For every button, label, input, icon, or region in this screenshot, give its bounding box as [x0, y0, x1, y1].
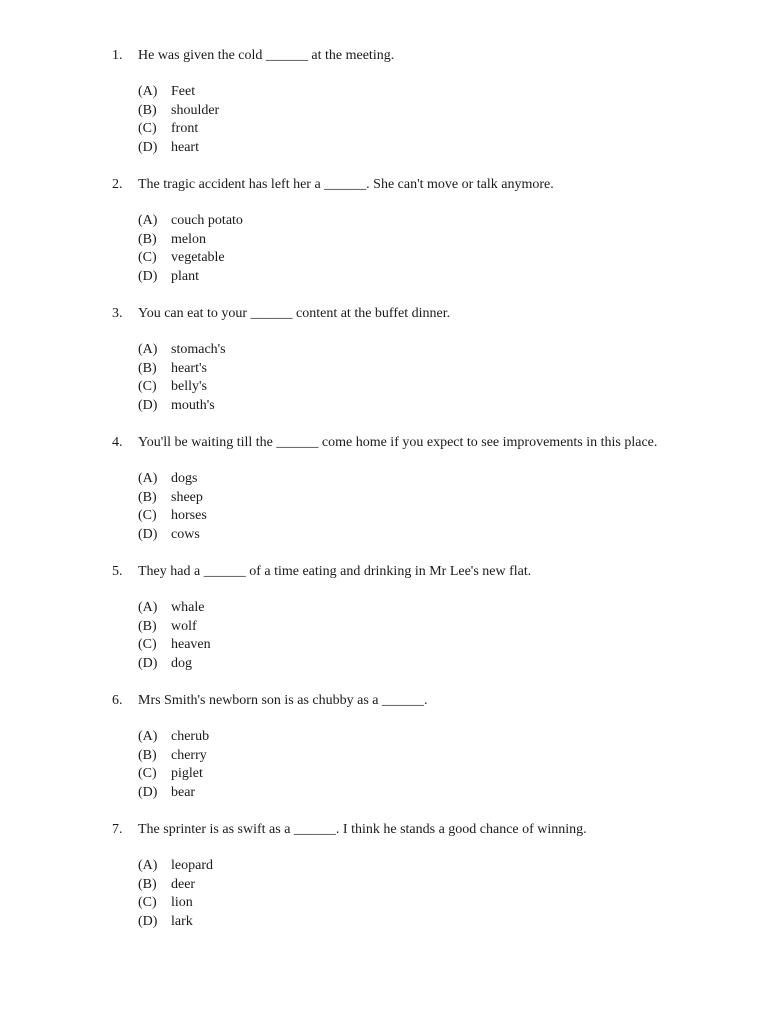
- option-letter: (D): [138, 268, 158, 284]
- option-list: [138, 341, 732, 415]
- option-b: [138, 102, 732, 121]
- option-text: bear: [171, 784, 196, 800]
- option-text: plant: [171, 268, 199, 284]
- option-a: [138, 599, 732, 618]
- question-4: [112, 434, 732, 544]
- option-b: [138, 747, 732, 766]
- option-text: cherry: [171, 747, 207, 763]
- option-text: vegetable: [171, 250, 225, 265]
- option-letter: (D): [138, 526, 158, 542]
- option-text: cherub: [171, 729, 210, 744]
- option-d: [138, 913, 732, 932]
- question-text: He was given the cold ______ at the meeting.: [138, 48, 395, 63]
- option-text: Feet: [171, 84, 196, 99]
- option-list: [138, 212, 732, 286]
- option-list: [138, 599, 732, 673]
- question-text: The sprinter is as swift as a ______. I think he stands a good chance of winning.: [138, 822, 587, 837]
- option-c: [138, 765, 732, 784]
- option-a: [138, 341, 732, 360]
- option-text: horses: [171, 508, 207, 523]
- option-text: wolf: [171, 618, 197, 634]
- option-c: [138, 894, 732, 913]
- option-text: deer: [171, 876, 196, 892]
- option-letter: (B): [138, 876, 157, 892]
- question-6: [112, 692, 732, 802]
- option-d: [138, 526, 732, 545]
- question-number: 4.: [112, 435, 123, 450]
- option-text: dog: [171, 655, 192, 671]
- option-a: [138, 212, 732, 231]
- option-text: leopard: [171, 858, 213, 873]
- question-number: 2.: [112, 177, 123, 192]
- question-number: 5.: [112, 564, 123, 579]
- question-text: The tragic accident has left her a ______. She can't move or talk anymore.: [138, 177, 554, 192]
- option-text: melon: [171, 231, 206, 247]
- question-number: 6.: [112, 693, 123, 708]
- option-text: front: [171, 121, 199, 136]
- question-1: [112, 47, 732, 157]
- option-letter: (B): [138, 489, 157, 505]
- option-letter: (D): [138, 397, 158, 413]
- option-letter: (B): [138, 747, 157, 763]
- question-2: [112, 176, 732, 286]
- option-letter: (C): [138, 895, 157, 910]
- option-letter: (A): [138, 729, 158, 744]
- option-letter: (C): [138, 250, 157, 265]
- option-d: [138, 784, 732, 803]
- option-d: [138, 655, 732, 674]
- option-d: [138, 139, 732, 158]
- option-text: heaven: [171, 637, 211, 652]
- option-b: [138, 360, 732, 379]
- option-list: [138, 83, 732, 157]
- option-letter: (D): [138, 655, 158, 671]
- option-text: heart: [171, 139, 199, 155]
- question-text: Mrs Smith's newborn son is as chubby as a ______.: [138, 693, 428, 708]
- option-text: couch potato: [171, 213, 243, 228]
- option-d: [138, 268, 732, 287]
- option-c: [138, 378, 732, 397]
- option-letter: (A): [138, 342, 158, 357]
- option-b: [138, 231, 732, 250]
- option-c: [138, 120, 732, 139]
- question-number: 7.: [112, 822, 123, 837]
- option-letter: (C): [138, 637, 157, 652]
- option-text: whale: [171, 600, 205, 615]
- option-letter: (A): [138, 213, 158, 228]
- option-list: [138, 728, 732, 802]
- option-text: shoulder: [171, 102, 220, 118]
- option-letter: (D): [138, 784, 158, 800]
- option-text: mouth's: [171, 397, 215, 413]
- option-a: [138, 470, 732, 489]
- question-5: [112, 563, 732, 673]
- option-text: heart's: [171, 360, 207, 376]
- option-letter: (C): [138, 379, 157, 394]
- option-letter: (A): [138, 600, 158, 615]
- option-b: [138, 618, 732, 637]
- question-text: You'll be waiting till the ______ come home if you expect to see improvements in this place.: [138, 435, 658, 450]
- option-text: dogs: [171, 471, 198, 486]
- question-text: You can eat to your ______ content at the buffet dinner.: [138, 306, 451, 321]
- option-letter: (C): [138, 508, 157, 523]
- option-list: [138, 857, 732, 931]
- option-letter: (A): [138, 84, 158, 99]
- option-letter: (B): [138, 360, 157, 376]
- option-text: sheep: [171, 489, 203, 505]
- option-d: [138, 397, 732, 416]
- option-letter: (B): [138, 102, 157, 118]
- question-3: [112, 305, 732, 415]
- option-b: [138, 489, 732, 508]
- option-letter: (A): [138, 858, 158, 873]
- option-b: [138, 876, 732, 895]
- option-a: [138, 728, 732, 747]
- question-text: They had a ______ of a time eating and drinking in Mr Lee's new flat.: [138, 564, 532, 579]
- option-letter: (B): [138, 618, 157, 634]
- question-number: 3.: [112, 306, 123, 321]
- option-text: lion: [171, 895, 193, 910]
- option-letter: (B): [138, 231, 157, 247]
- option-text: cows: [171, 526, 200, 542]
- option-c: [138, 249, 732, 268]
- option-c: [138, 507, 732, 526]
- option-a: [138, 83, 732, 102]
- option-text: piglet: [171, 766, 203, 781]
- option-letter: (A): [138, 471, 158, 486]
- option-text: stomach's: [171, 342, 226, 357]
- option-text: belly's: [171, 379, 207, 394]
- option-c: [138, 636, 732, 655]
- option-letter: (D): [138, 139, 158, 155]
- option-a: [138, 857, 732, 876]
- option-letter: (C): [138, 766, 157, 781]
- option-list: [138, 470, 732, 544]
- option-letter: (C): [138, 121, 157, 136]
- option-text: lark: [171, 913, 193, 929]
- option-letter: (D): [138, 913, 158, 929]
- question-7: [112, 821, 732, 931]
- question-number: 1.: [112, 48, 123, 63]
